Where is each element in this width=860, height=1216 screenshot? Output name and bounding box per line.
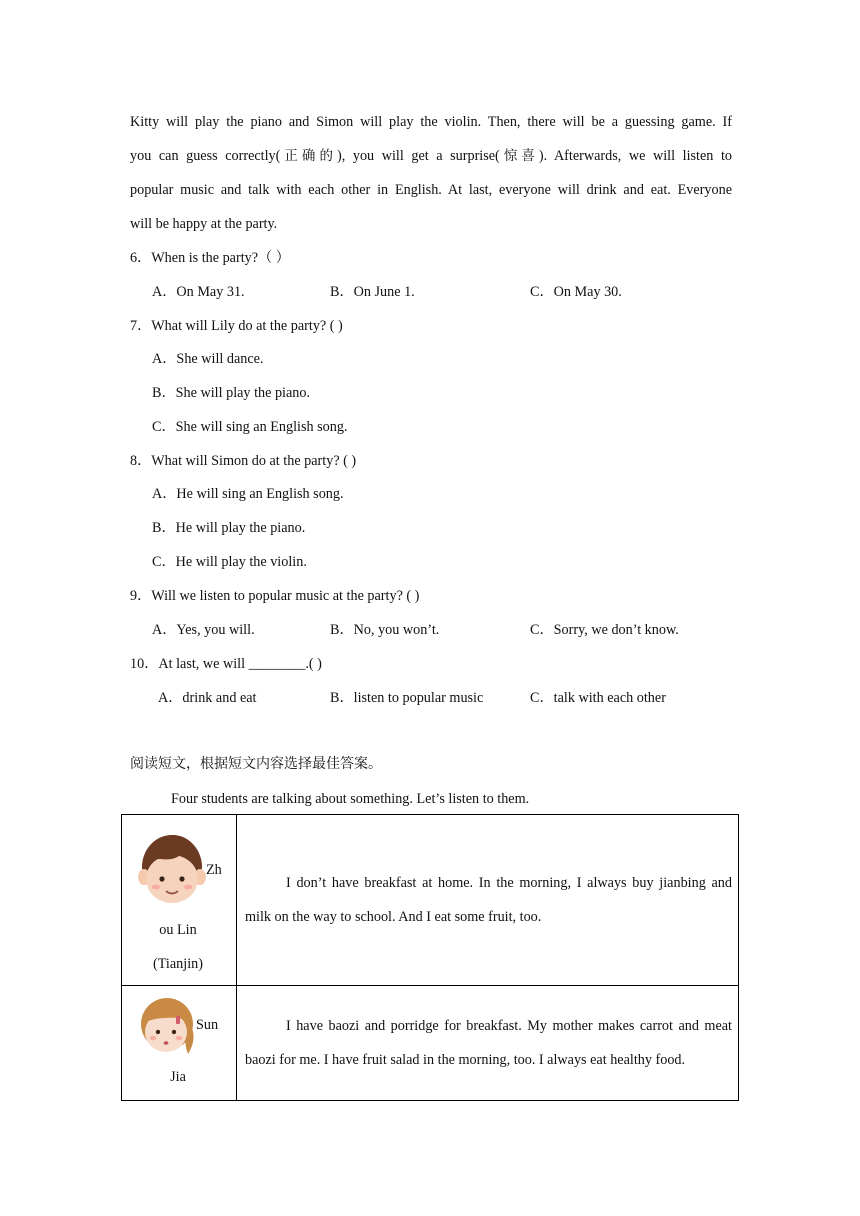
option-a[interactable]: A．drink and eat	[158, 690, 257, 706]
gloss-correctly: 正确的	[280, 148, 337, 164]
option-a[interactable]: A．She will dance.	[152, 351, 264, 367]
student-cell	[122, 986, 237, 1101]
option-b[interactable]: B．listen to popular music	[330, 690, 484, 706]
student-statement	[237, 986, 739, 1101]
option-c[interactable]: C．On May 30.	[530, 284, 622, 300]
option-c[interactable]: C．She will sing an English song.	[152, 419, 348, 435]
option-b[interactable]: B．He will play the piano.	[152, 520, 306, 536]
student-name: Jia	[170, 1069, 186, 1085]
option-c[interactable]: C．He will play the violin.	[152, 554, 307, 570]
option-a[interactable]: A．On May 31.	[152, 284, 245, 300]
passage-text: ), you will get a surprise(	[337, 148, 500, 164]
table-row	[122, 815, 739, 986]
boy-avatar-icon	[136, 827, 208, 905]
option-b[interactable]: B．On June 1.	[330, 284, 415, 300]
student-cell	[122, 815, 237, 986]
student-city: (Tianjin)	[153, 956, 203, 972]
passage-text: ). Afterwards, we will listen to	[538, 148, 732, 164]
option-a[interactable]: A．He will sing an English song.	[152, 486, 344, 502]
passage-line	[130, 146, 732, 166]
option-b[interactable]: B．No, you won’t.	[330, 622, 440, 638]
passage-line: Kitty will play the piano and Simon will play the violin. Then, there will be a guessing game. If	[130, 114, 732, 130]
option-c[interactable]: C．Sorry, we don’t know.	[530, 622, 679, 638]
student-name: ou Lin	[159, 922, 197, 938]
table-row	[122, 986, 739, 1101]
option-a[interactable]: A．Yes, you will.	[152, 622, 255, 638]
gloss-surprise: 惊喜	[499, 148, 539, 164]
passage-line: will be happy at the party.	[130, 216, 278, 232]
option-b[interactable]: B．She will play the piano.	[152, 385, 311, 401]
question-9: 9．Will we listen to popular music at the party? ( )	[130, 588, 420, 604]
student-name: Zh	[206, 862, 222, 878]
student-name-cont	[122, 913, 234, 981]
statement-text: I don’t have breakfast at home. In the morning, I always buy jianbing and milk on the way to school. And I eat some fruit, too.	[245, 875, 732, 925]
student-name: Sun	[196, 1017, 219, 1033]
student-statement	[237, 815, 739, 986]
passage-text: you can guess correctly(	[130, 148, 281, 164]
students-table	[121, 814, 739, 1101]
statement-text: I have baozi and porridge for breakfast. My mother makes carrot and meat baozi for me. I have fruit salad in the morning, too. I always eat healthy food.	[245, 1018, 732, 1068]
question-6: 6．When is the party?（ ）	[130, 250, 290, 266]
girl-avatar-icon	[136, 994, 198, 1058]
question-7: 7．What will Lily do at the party? ( )	[130, 318, 343, 334]
passage-line: popular music and talk with each other in English. At last, everyone will drink and eat. Everyone	[130, 182, 732, 198]
question-8: 8．What will Simon do at the party? ( )	[130, 453, 357, 469]
question-10: 10．At last, we will ________.( )	[130, 656, 322, 672]
option-c[interactable]: C．talk with each other	[530, 690, 666, 706]
section-instruction: 阅读短文，根据短文内容选择最佳答案。	[130, 756, 382, 772]
section-intro: Four students are talking about something. Let’s listen to them.	[171, 791, 530, 807]
